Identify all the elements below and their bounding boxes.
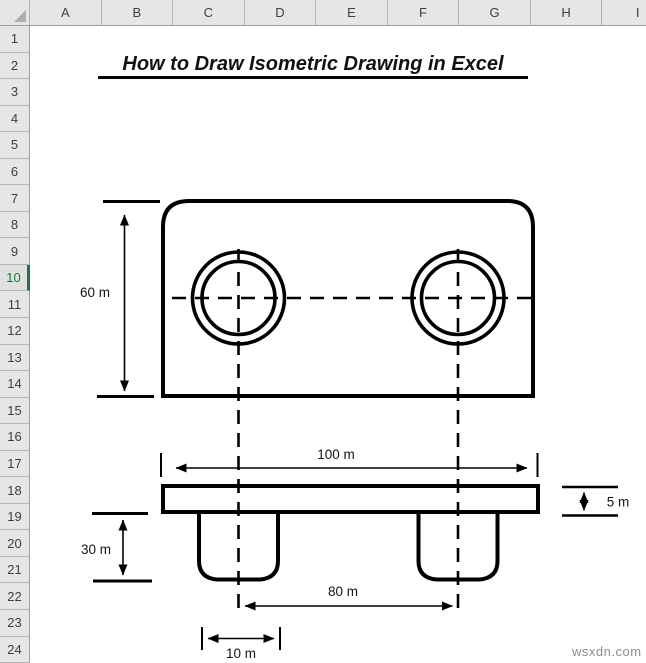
row-header-7[interactable]: 7 xyxy=(0,185,30,212)
row-header-22[interactable]: 22 xyxy=(0,583,30,610)
dim-5m-label[interactable]: 5 m xyxy=(606,494,630,510)
column-header-I[interactable]: I xyxy=(602,0,646,25)
front-view-shape[interactable] xyxy=(163,486,538,580)
dim-100m-label[interactable]: 100 m xyxy=(317,447,355,462)
row-header-9[interactable]: 9 xyxy=(0,238,30,265)
row-header-19[interactable]: 19 xyxy=(0,504,30,531)
dim-100m[interactable] xyxy=(161,447,538,477)
row-header-14[interactable]: 14 xyxy=(0,371,30,398)
dim-30m-label[interactable]: 30 m xyxy=(80,542,112,557)
row-header-21[interactable]: 21 xyxy=(0,557,30,584)
right-leg[interactable] xyxy=(419,512,498,580)
dim-10m-label[interactable]: 10 m xyxy=(225,646,257,661)
column-header-B[interactable]: B xyxy=(102,0,174,25)
row-header-6[interactable]: 6 xyxy=(0,159,30,186)
dim-80m-label[interactable]: 80 m xyxy=(327,584,359,599)
column-header-C[interactable]: C xyxy=(173,0,245,25)
row-header-23[interactable]: 23 xyxy=(0,610,30,637)
left-leg[interactable] xyxy=(199,512,278,580)
sheet-title[interactable]: How to Draw Isometric Drawing in Excel xyxy=(98,52,528,79)
row-header-12[interactable]: 12 xyxy=(0,318,30,345)
dim-60m[interactable] xyxy=(80,202,160,397)
column-header-A[interactable]: A xyxy=(30,0,102,25)
column-header-E[interactable]: E xyxy=(316,0,388,25)
row-header-16[interactable]: 16 xyxy=(0,424,30,451)
dim-30m[interactable] xyxy=(81,514,152,582)
row-header-17[interactable]: 17 xyxy=(0,451,30,478)
row-header-8[interactable]: 8 xyxy=(0,212,30,239)
row-header-1[interactable]: 1 xyxy=(0,26,30,53)
dim-80m[interactable] xyxy=(245,584,453,606)
row-header-4[interactable]: 4 xyxy=(0,106,30,133)
front-plate[interactable] xyxy=(163,486,538,512)
column-header-G[interactable]: G xyxy=(459,0,531,25)
watermark: wsxdn.com xyxy=(572,644,642,659)
column-header-H[interactable]: H xyxy=(531,0,603,25)
row-header-10[interactable]: 10 xyxy=(0,265,30,292)
dim-60m-label[interactable]: 60 m xyxy=(79,285,111,300)
row-header-3[interactable]: 3 xyxy=(0,79,30,106)
row-header-2[interactable]: 2 xyxy=(0,53,30,80)
row-header-15[interactable]: 15 xyxy=(0,398,30,425)
row-header-24[interactable]: 24 xyxy=(0,637,30,663)
row-header-5[interactable]: 5 xyxy=(0,132,30,159)
row-header-18[interactable]: 18 xyxy=(0,477,30,504)
row-header-20[interactable]: 20 xyxy=(0,530,30,557)
row-header-11[interactable]: 11 xyxy=(0,291,30,318)
column-header-F[interactable]: F xyxy=(388,0,460,25)
row-header-13[interactable]: 13 xyxy=(0,345,30,372)
dim-10m[interactable] xyxy=(202,627,280,661)
dim-5m[interactable] xyxy=(562,487,629,516)
column-header-D[interactable]: D xyxy=(245,0,317,25)
